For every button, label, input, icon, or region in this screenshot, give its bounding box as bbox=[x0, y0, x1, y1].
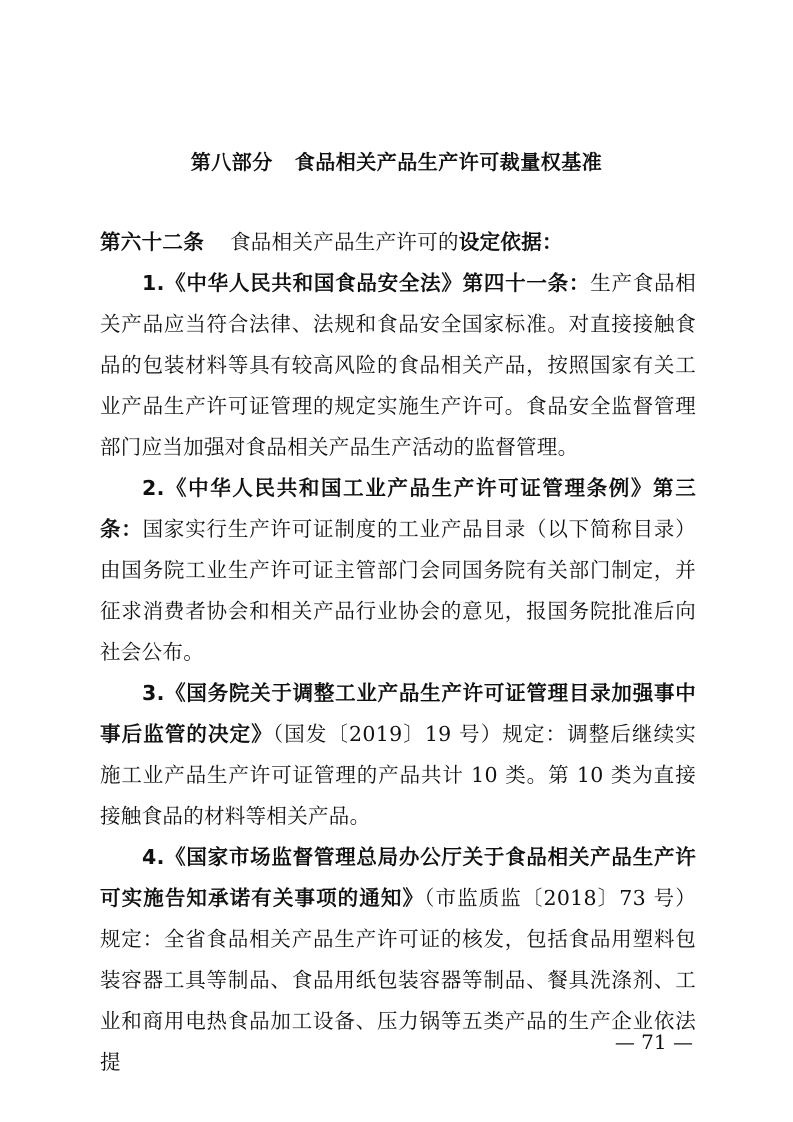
item-paragraph bbox=[100, 673, 696, 837]
item-text: （市监质监〔2018〕73 号）规定：全省食品相关产品生产许可证的核发，包括食品用塑料包装容器工具等制品、食品用纸包装容器等制品、餐具洗涤剂、工业和商用电热食品加工设备、压力锅等五类产品的生产企业依法提 bbox=[100, 886, 697, 1074]
item-text: 生产食品相关产品应当符合法律、法规和食品安全国家标准。对直接接触食品的包装材料等具有较高风险的食品相关产品，按照国家有关工业产品生产许可证管理的规定实施生产许可。食品安全监督管理部门应当加强对食品相关产品生产活动的监督管理。 bbox=[100, 271, 697, 459]
item-source: 《中华人民共和国食品安全法》第四十一条： bbox=[164, 271, 591, 295]
part-name: 食品相关产品生产许可裁量权基准 bbox=[294, 150, 603, 174]
article-text: 食品相关产品生产许可的 bbox=[230, 230, 459, 254]
page-number bbox=[0, 1030, 793, 1054]
item-source: 《国家市场监督管理总局办公厅关于食品相关产品生产许可实施告知承诺有关事项的通知》 bbox=[100, 845, 696, 910]
document-body bbox=[100, 222, 696, 1083]
item-number: 4. bbox=[142, 845, 165, 869]
item-number: 1. bbox=[142, 271, 165, 295]
page-title bbox=[0, 146, 793, 175]
article-number: 第六十二条 bbox=[100, 230, 204, 254]
article-heading bbox=[100, 222, 696, 263]
item-text: （国发〔2019〕19 号）规定：调整后继续实施工业产品生产许可证管理的产品共计 10 类。第 10 类为直接接触食品的材料等相关产品。 bbox=[100, 722, 696, 828]
item-paragraph bbox=[100, 263, 696, 468]
item-source: 《中华人民共和国工业产品生产许可证管理条例》第三条： bbox=[100, 476, 696, 541]
item-number: 2. bbox=[142, 476, 165, 500]
page-number-text: — 71 — bbox=[614, 1030, 693, 1054]
part-label: 第八部分 bbox=[190, 150, 273, 174]
item-paragraph bbox=[100, 468, 696, 673]
item-text: 国家实行生产许可证制度的工业产品目录（以下简称目录）由国务院工业生产许可证主管部门会同国务院有关部门制定，并征求消费者协会和相关产品行业协会的意见，报国务院批准后向社会公布。 bbox=[100, 517, 696, 664]
item-source: 《国务院关于调整工业产品生产许可证管理目录加强事中事后监管的决定》 bbox=[100, 681, 696, 746]
item-number: 3. bbox=[142, 681, 165, 705]
article-basis: 设定依据： bbox=[458, 230, 563, 254]
